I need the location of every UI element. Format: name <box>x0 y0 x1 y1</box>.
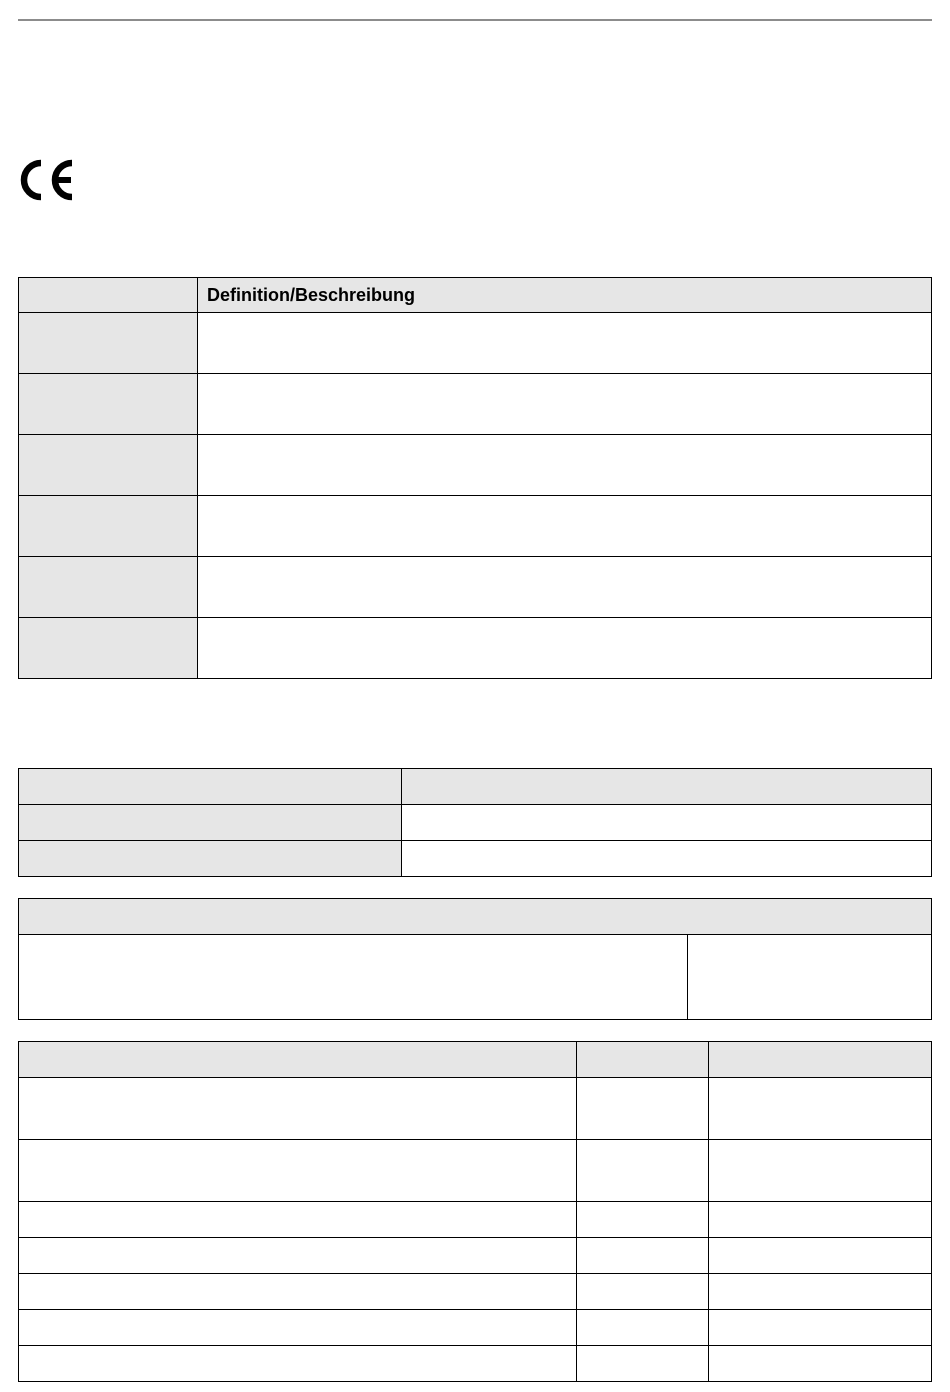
definition-cell <box>198 313 932 374</box>
definition-row <box>19 557 932 618</box>
table-cell <box>709 1078 932 1140</box>
term-column-header <box>19 278 198 313</box>
definitions-header-row <box>19 278 932 313</box>
two-column-table <box>18 768 932 877</box>
table-cell <box>19 1238 577 1274</box>
definition-column-header: Definition/Beschreibung <box>198 278 932 313</box>
table-cell <box>577 1202 709 1238</box>
table-row <box>19 1078 932 1140</box>
definition-row <box>19 496 932 557</box>
definition-row <box>19 313 932 374</box>
term-cell <box>19 374 198 435</box>
summary-header <box>19 899 932 935</box>
table-cell <box>709 1346 932 1382</box>
summary-side-cell <box>688 935 932 1020</box>
column-header <box>19 1042 577 1078</box>
table-cell <box>19 1274 577 1310</box>
term-cell <box>19 618 198 679</box>
definition-cell <box>198 557 932 618</box>
term-cell <box>19 557 198 618</box>
table-cell <box>709 1140 932 1202</box>
definition-cell <box>198 496 932 557</box>
table-row <box>19 769 932 805</box>
summary-text-cell <box>19 935 688 1020</box>
definition-cell <box>198 435 932 496</box>
table-cell <box>577 1140 709 1202</box>
table-cell <box>577 1274 709 1310</box>
table-cell <box>577 1310 709 1346</box>
table-cell <box>19 1310 577 1346</box>
summary-header-row <box>19 899 932 935</box>
three-column-table <box>18 1041 932 1382</box>
definitions-table <box>18 277 932 679</box>
table-row <box>19 1274 932 1310</box>
table-row <box>19 841 932 877</box>
label-cell <box>19 769 402 805</box>
table-cell <box>19 1078 577 1140</box>
definition-row <box>19 618 932 679</box>
value-cell <box>402 841 932 877</box>
column-header <box>577 1042 709 1078</box>
table-cell <box>709 1274 932 1310</box>
term-cell <box>19 435 198 496</box>
table-row <box>19 1310 932 1346</box>
three-column-header-row <box>19 1042 932 1078</box>
table-row <box>19 1238 932 1274</box>
table-cell <box>577 1238 709 1274</box>
definition-cell <box>198 374 932 435</box>
definition-row <box>19 435 932 496</box>
top-divider <box>18 19 932 21</box>
value-cell <box>402 805 932 841</box>
table-cell <box>709 1202 932 1238</box>
table-row <box>19 1202 932 1238</box>
ce-mark-icon <box>17 159 79 201</box>
table-cell <box>19 1202 577 1238</box>
term-cell <box>19 496 198 557</box>
table-cell <box>19 1140 577 1202</box>
table-row <box>19 805 932 841</box>
term-cell <box>19 313 198 374</box>
label-cell <box>19 805 402 841</box>
table-row <box>19 1346 932 1382</box>
label-cell <box>19 841 402 877</box>
value-cell <box>402 769 932 805</box>
table-cell <box>19 1346 577 1382</box>
summary-table <box>18 898 932 1020</box>
table-cell <box>709 1238 932 1274</box>
column-header <box>709 1042 932 1078</box>
table-cell <box>577 1346 709 1382</box>
summary-row <box>19 935 932 1020</box>
definition-cell <box>198 618 932 679</box>
table-row <box>19 1140 932 1202</box>
table-cell <box>577 1078 709 1140</box>
table-cell <box>709 1310 932 1346</box>
definition-row <box>19 374 932 435</box>
